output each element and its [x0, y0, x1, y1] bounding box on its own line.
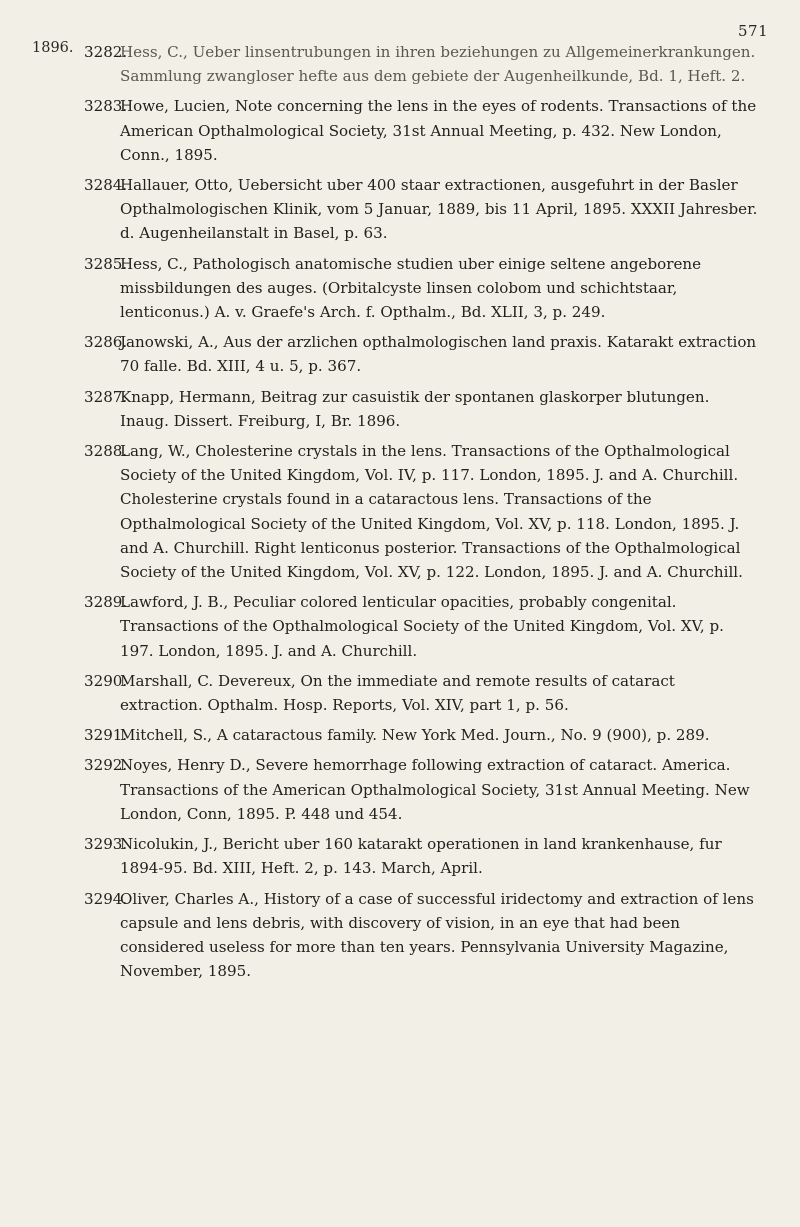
- entry-text: Noyes, Henry D., Severe hemorrhage following extraction of cataract. America. Transactions of the American Opthalmological Society, 31st Annual Meeting. New London, Conn, 1895. P. 448 und 454.: [120, 756, 750, 823]
- entry-text: Janowski, A., Aus der arzlichen opthalmologischen land praxis. Katarakt extraction 70 falle. Bd. XIII, 4 u. 5, p. 367.: [120, 333, 757, 376]
- bibliography-entry: [84, 832, 759, 880]
- entry-number: 3285.: [84, 254, 128, 273]
- bibliography-entry: [84, 330, 759, 378]
- entry-number: 3282.: [84, 43, 128, 61]
- entry-number: 3283.: [84, 97, 128, 116]
- bibliography-list: [84, 40, 759, 989]
- bibliography-entry: [84, 385, 759, 433]
- bibliography-entry: [84, 252, 759, 325]
- bibliography-entry: [84, 590, 759, 663]
- entry-number: 3284.: [84, 176, 128, 195]
- page-number: 571: [738, 22, 769, 40]
- entry-text: Mitchell, S., A cataractous family. New York Med. Journ., No. 9 (900), p. 289.: [120, 726, 710, 745]
- entry-number: 3293.: [84, 835, 128, 854]
- entry-number: 3290.: [84, 671, 128, 690]
- entry-text: Marshall, C. Devereux, On the immediate and remote results of cataract extraction. Opthalm. Hosp. Reports, Vol. XIV, part 1, p. 56.: [120, 671, 675, 715]
- entry-text: Nicolukin, J., Bericht uber 160 katarakt operationen in land krankenhause, fur 1894-95. Bd. XIII, Heft. 2, p. 143. March, April.: [120, 835, 722, 878]
- bibliography-entry: [84, 439, 759, 584]
- bibliography-entry: [84, 887, 759, 984]
- entry-number: 3286.: [84, 333, 128, 352]
- bibliography-entry: [84, 173, 759, 246]
- entry-number: 3288.: [84, 442, 128, 461]
- bibliography-entry: [84, 753, 759, 826]
- year-label: 1896.: [32, 40, 74, 56]
- bibliography-entry: [84, 94, 759, 167]
- entry-text: Hess, C., Pathologisch anatomische studien uber einige seltene angeborene missbildungen des auges. (Orbitalcyste linsen colobom und schichtstaar, lenticonus.) A. v. Graefe's Arch. f. Opthalm., Bd. XLII, 3, p. 249.: [120, 254, 702, 322]
- entry-text: Howe, Lucien, Note concerning the lens in the eyes of rodents. Transactions of the American Opthalmological Society, 31st Annual Meeting, p. 432. New London, Conn., 1895.: [120, 97, 757, 164]
- bibliography-entry: [84, 40, 759, 88]
- entry-number: 3291.: [84, 726, 128, 745]
- bibliography-entry: [84, 723, 759, 747]
- entry-number: 3292.: [84, 756, 128, 775]
- entry-number: 3287.: [84, 387, 128, 406]
- bibliography-entry: [84, 669, 759, 717]
- entry-number: 3289.: [84, 593, 128, 612]
- entry-text: Knapp, Hermann, Beitrag zur casuistik der spontanen glaskorper blutungen. Inaug. Dissert. Freiburg, I, Br. 1896.: [120, 387, 710, 430]
- entry-number: 3294.: [84, 889, 128, 908]
- entry-text: Oliver, Charles A., History of a case of successful iridectomy and extraction of lens capsule and lens debris, with discovery of vision, in an eye that had been considered useless for more than ten years. Pennsylvania University Magazine, November, 1895.: [120, 889, 754, 981]
- entry-text: Lawford, J. B., Peculiar colored lenticular opacities, probably congenital. Transactions of the Opthalmological Society of the United Kingdom, Vol. XV, p. 197. London, 1895. J. and A. Churchill.: [120, 593, 724, 660]
- entry-text: Hess, C., Ueber linsentrubungen in ihren beziehungen zu Allgemeinerkrankungen. Sammlung zwangloser hefte aus dem gebiete der Augenheilkunde, Bd. 1, Heft. 2.: [120, 43, 756, 86]
- entry-text: Lang, W., Cholesterine crystals in the lens. Transactions of the Opthalmological Society of the United Kingdom, Vol. IV, p. 117. London, 1895. J. and A. Churchill. Cholesterine crystals found in a cataractous lens. Transactions of the Opthalmological Society of the United Kingdom, Vol. XV, p. 118. London, 1895. J. and A. Churchill. Right lenticonus posterior. Transactions of the Opthalmological Society of the United Kingdom, Vol. XV, p. 122. London, 1895. J. and A. Churchill.: [120, 442, 743, 582]
- entry-text: Hallauer, Otto, Uebersicht uber 400 staar extractionen, ausgefuhrt in der Basler Opthalmologischen Klinik, vom 5 Januar, 1889, bis 11 April, 1895. XXXII Jahresber. d. Augenheilanstalt in Basel, p. 63.: [120, 176, 758, 243]
